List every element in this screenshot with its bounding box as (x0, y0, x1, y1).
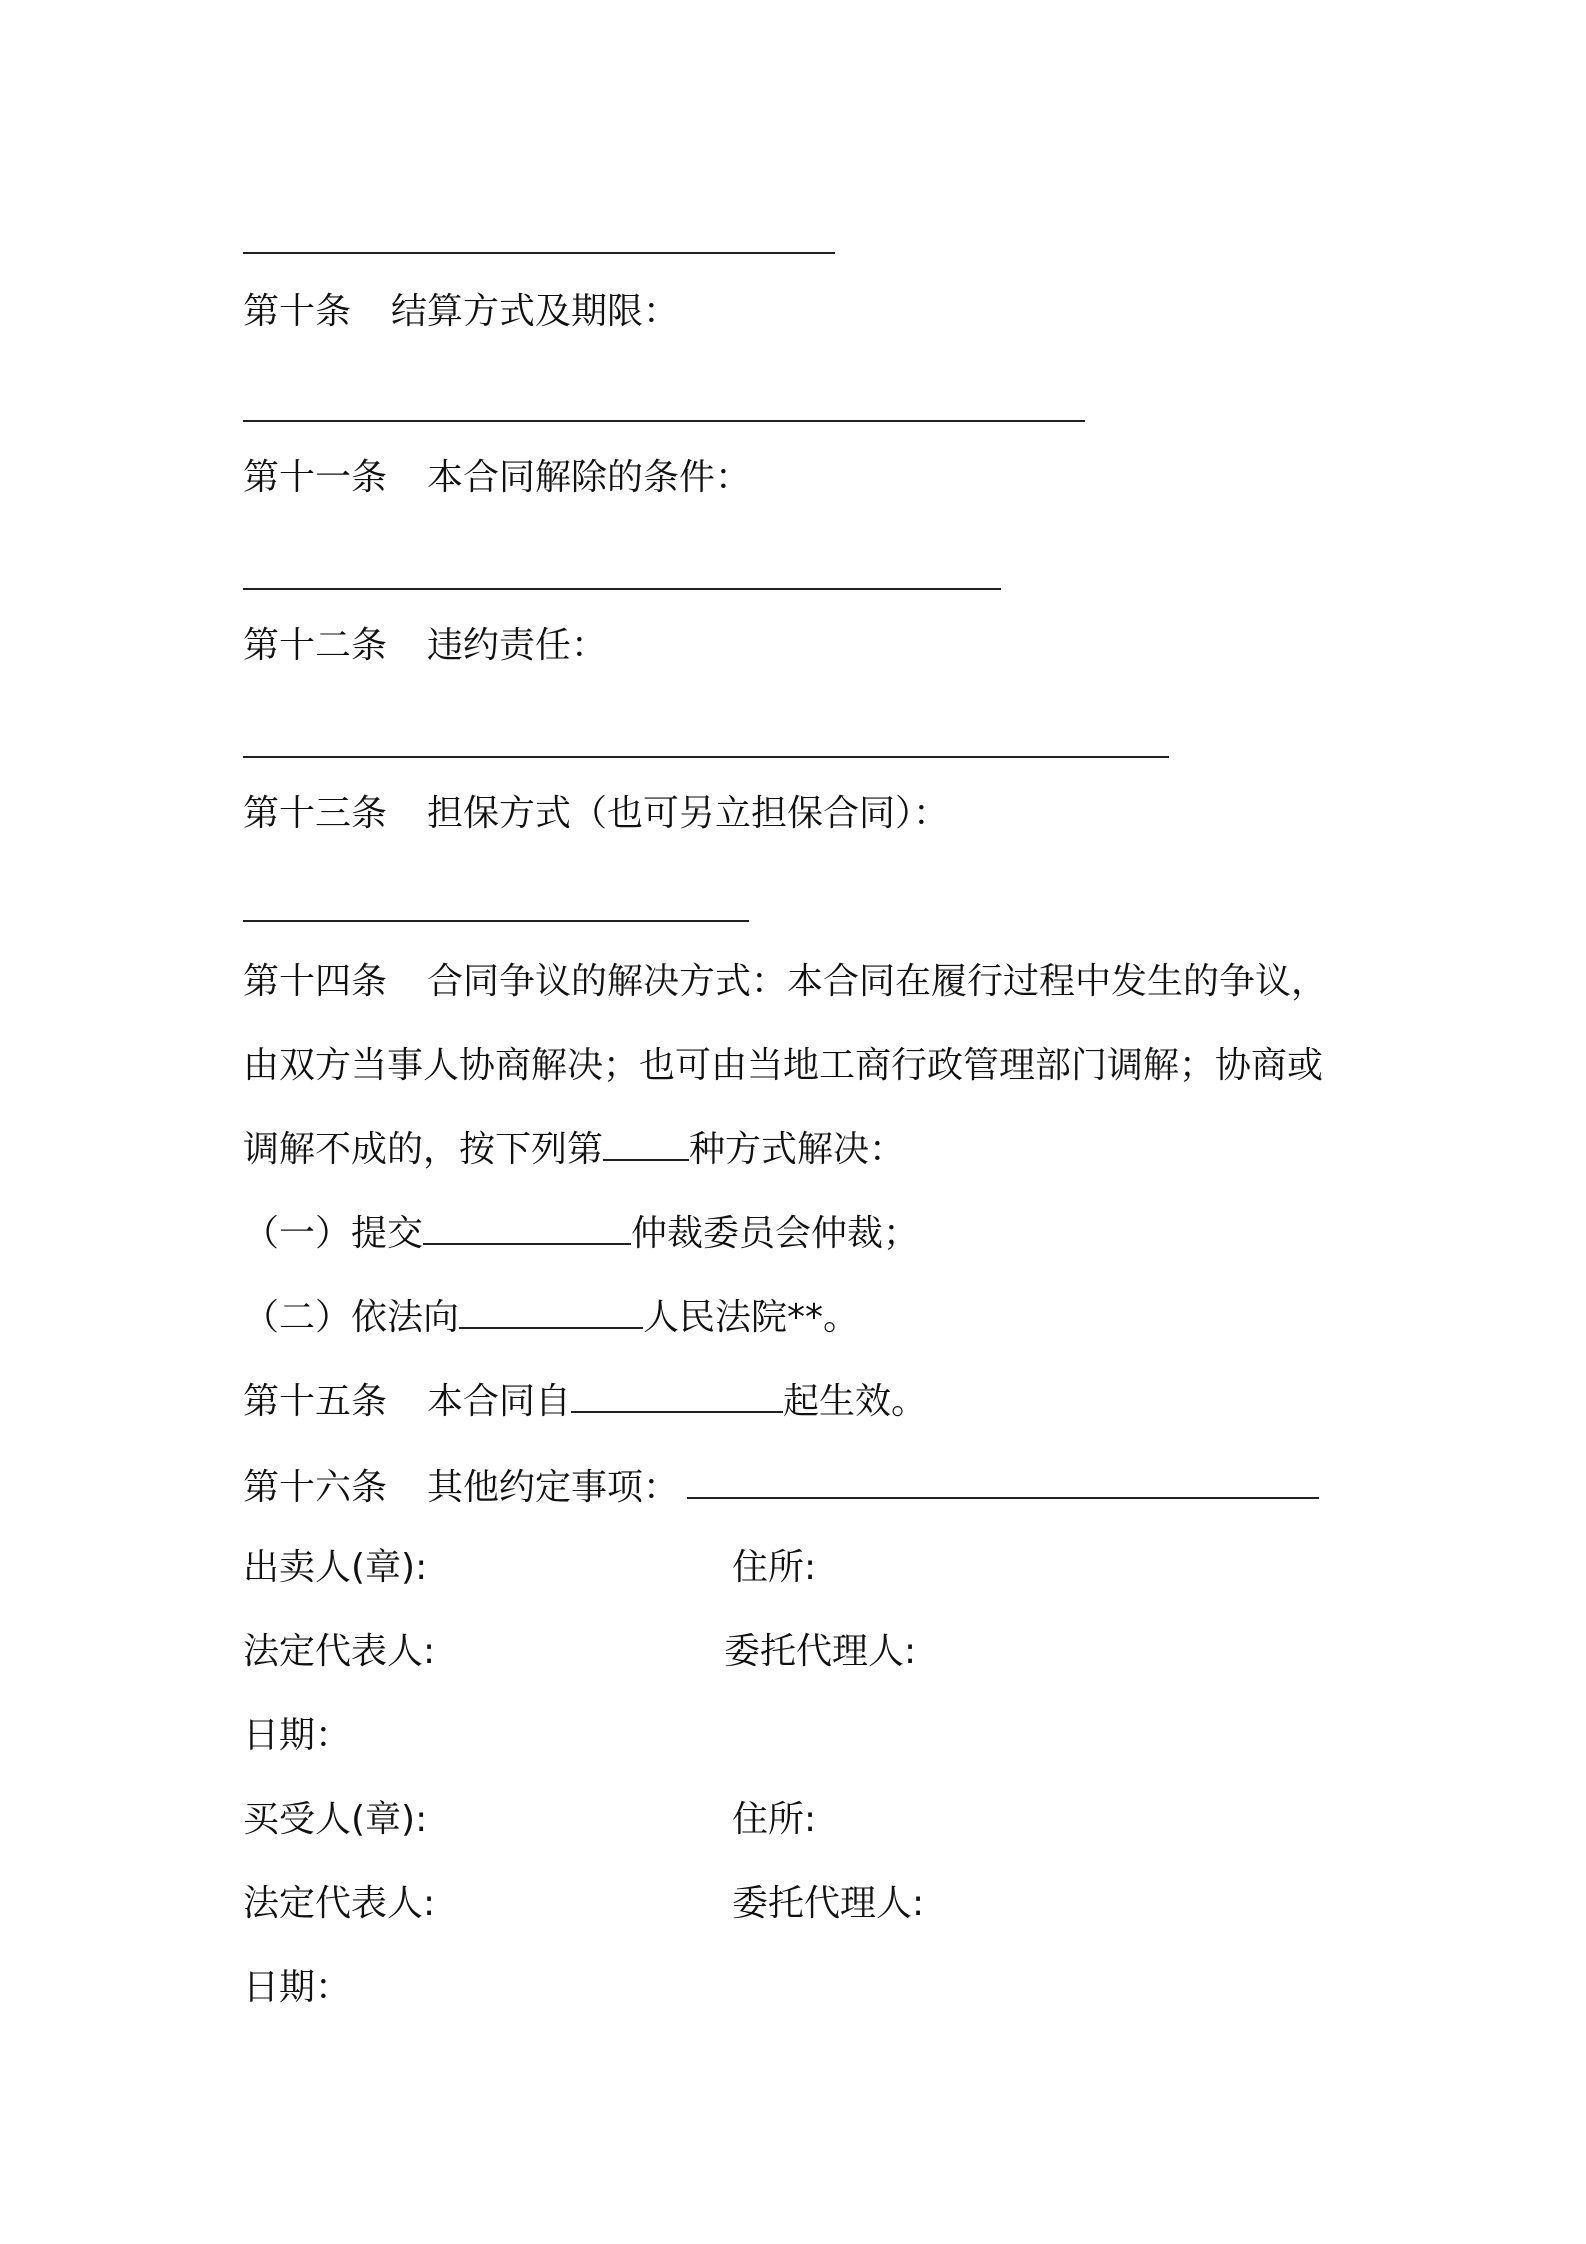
option-2 (243, 1296, 859, 1340)
blank-line (243, 420, 1085, 422)
blank-line (243, 920, 749, 922)
article-number: 第十一条 (243, 457, 388, 498)
choice-blank[interactable] (603, 1129, 689, 1161)
article-14-line-2 (243, 1044, 1323, 1088)
article-11 (243, 456, 751, 500)
article-number: 第十四条 (243, 961, 388, 1002)
court-blank[interactable] (459, 1297, 643, 1329)
article-title: 本合同解除的条件： (427, 457, 752, 498)
buyer-agent: 委托代理人: (732, 1883, 925, 1924)
option-text: （二）依法向 (243, 1297, 460, 1338)
article-number: 第十六条 (243, 1467, 388, 1508)
article-text: 合同争议的解决方式：本合同在履行过程中发生的争议， (427, 961, 1328, 1002)
article-text: 种方式解决： (689, 1129, 906, 1170)
article-title: 违约责任： (427, 625, 608, 666)
article-text: 起生效。 (783, 1381, 928, 1422)
article-15 (243, 1380, 927, 1424)
arbitration-blank[interactable] (423, 1213, 631, 1245)
article-number: 第十二条 (243, 625, 388, 666)
article-14-line-1 (243, 960, 1327, 1004)
article-number: 第十五条 (243, 1381, 388, 1422)
article-title: 结算方式及期限： (391, 291, 680, 332)
article-text: 调解不成的，按下列第 (243, 1129, 604, 1170)
seller-address: 住所: (732, 1547, 817, 1588)
seller-legal-rep: 法定代表人: (243, 1631, 436, 1672)
seller-date: 日期： (243, 1715, 352, 1756)
effective-blank[interactable] (571, 1381, 783, 1413)
blank-line (243, 756, 1169, 758)
buyer-date: 日期： (243, 1967, 352, 2008)
option-text: 人民法院**。 (643, 1297, 860, 1338)
article-13 (243, 792, 949, 836)
article-title: 担保方式（也可另立担保合同）： (427, 793, 950, 834)
buyer-seal: 买受人(章): (243, 1799, 428, 1840)
option-text: （一）提交 (243, 1213, 424, 1254)
buyer-legal-rep: 法定代表人: (243, 1883, 436, 1924)
article-10 (243, 290, 679, 334)
option-text: 仲裁委员会仲裁； (631, 1213, 920, 1254)
article-12 (243, 624, 607, 668)
blank-line (243, 252, 835, 254)
article-title: 其他约定事项： (427, 1467, 680, 1508)
seller-agent: 委托代理人: (724, 1631, 917, 1672)
article-14-line-3 (243, 1128, 905, 1172)
article-number: 第十条 (243, 291, 352, 332)
seller-seal: 出卖人(章): (243, 1547, 428, 1588)
option-1 (243, 1212, 919, 1256)
article-number: 第十三条 (243, 793, 388, 834)
blank-line (243, 588, 1001, 590)
buyer-address: 住所: (732, 1799, 817, 1840)
article-16 (243, 1466, 1319, 1510)
article-text: 本合同自 (427, 1381, 572, 1422)
other-terms-blank[interactable] (687, 1467, 1319, 1499)
article-text: 由双方当事人协商解决；也可由当地工商行政管理部门调解；协商或 (243, 1045, 1324, 1086)
